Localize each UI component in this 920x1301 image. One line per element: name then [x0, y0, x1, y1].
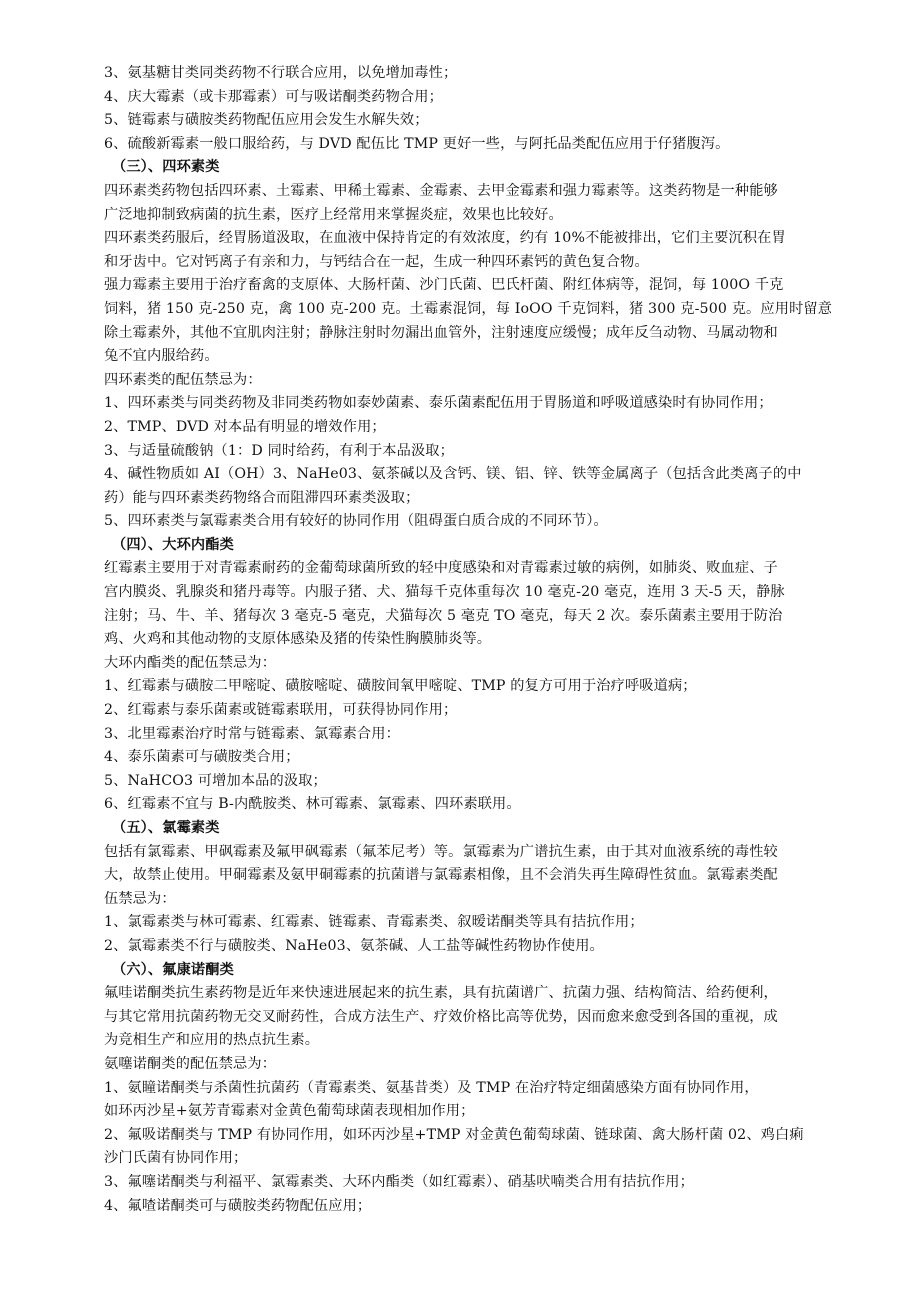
text-line: 5、链霉素与磺胺类药物配伍应用会发生水解失效；: [104, 112, 429, 129]
text-line: 和牙齿中。它对钙离子有亲和力，与钙结合在一起，生成一种四环素钙的黄色复合物。: [104, 253, 649, 270]
section-heading: （六）、氟康诺酮类: [112, 961, 234, 978]
text-line: 2、红霉素与泰乐菌素或链霉素联用，可获得协同作用；: [104, 702, 458, 719]
text-line: 6、红霉素不宜与 B-内酰胺类、林可霉素、氯霉素、四环素联用。: [104, 796, 521, 813]
text-line: 兔不宜内服给药。: [104, 348, 219, 365]
text-line: 为竞相生产和应用的热点抗生素。: [104, 1032, 320, 1049]
text-line: 6、硫酸新霉素一般口服给药，与 DVD 配伍比 TMP 更好一些，与阿托品类配伍应用于仔猪腹泻。: [104, 135, 730, 152]
text-line: 大环内酯类的配伍禁忌为：: [104, 654, 277, 671]
text-line: 3、与适量硫酸钠（1：D 同时给药，有利于本品汲取；: [104, 442, 454, 459]
text-line: 1、氨瞳诺酮类与杀菌性抗菌药（青霉素类、氨基昔类）及 TMP 在治疗特定细菌感染方面有协同作用，: [104, 1079, 759, 1096]
text-line: 除土霉素外，其他不宜肌肉注射；静脉注射时勿漏出血管外，注射速度应缓慢；成年反刍动物、马属动物和: [104, 324, 778, 341]
text-line: 3、氟噻诺酮类与利福平、氯霉素类、大环内酯类（如红霉素）、硝基吠喃类合用有拮抗作用；: [104, 1173, 694, 1190]
text-line: 4、庆大霉素（或卡那霉素）可与吸诺酮类药物合用；: [104, 88, 443, 105]
text-line: 与其它常用抗菌药物无交叉耐药性，合成方法生产、疗效价格比高等优势，因而愈来愈受到各国的重视，成: [104, 1008, 778, 1025]
text-line: 1、氯霉素类与林可霉素、红霉素、链霉素、青霉素类、叙暧诺酮类等具有拮抗作用；: [104, 914, 644, 931]
text-line: 广泛地抑制致病菌的抗生素，医疗上经常用来掌握炎症，效果也比较好。: [104, 206, 563, 223]
section-heading: （四）、大环内酯类: [112, 536, 234, 553]
text-line: 四环素类药物包括四环素、土霉素、甲稀土霉素、金霉素、去甲金霉素和强力霉素等。这类药物是一种能够: [104, 182, 778, 199]
text-line: 大，故禁止使用。甲硐霉素及氨甲硐霉素的抗菌谱与氯霉素相像，且不会消失再生障碍性贫血。氯霉素类配: [104, 867, 778, 884]
text-line: 氨噻诺酮类的配伍禁忌为：: [104, 1055, 277, 1072]
text-line: 2、氟吸诺酮类与 TMP 有协同作用，如环丙沙星+TMP 对金黄色葡萄球菌、链球菌、禽大肠杆菌 02、鸡白痢: [104, 1126, 804, 1143]
text-line: 红霉素主要用于对青霉素耐药的金葡萄球菌所致的轻中度感染和对青霉素过敏的病例，如肺炎、败血症、子: [104, 560, 778, 577]
text-line: 宫内膜炎、乳腺炎和猪丹毒等。内服子猪、犬、猫每千克体重每次 10 毫克-20 毫克，连用 3 天-5 天，静脉: [104, 584, 785, 601]
document-body: [104, 62, 844, 1218]
text-line: 4、氟喳诺酮类可与磺胺类药物配伍应用；: [104, 1197, 372, 1214]
text-line: 2、TMP、DVD 对本品有明显的增效作用；: [104, 418, 386, 435]
text-line: 3、氨基糖甘类同类药物不行联合应用，以免增加毒性；: [104, 65, 458, 81]
text-line: 鸡、火鸡和其他动物的支原体感染及猪的传染性胸膜肺炎等。: [104, 631, 492, 648]
text-line: 2、氯霉素类不行与磺胺类、NaHe03、氨茶碱、人工盐等碱性药物协作使用。: [104, 937, 604, 954]
text-line: 四环素类的配伍禁忌为：: [104, 371, 262, 388]
text-line: 4、泰乐菌素可与磺胺类合用；: [104, 749, 300, 766]
text-line: 沙门氏菌有协同作用；: [104, 1150, 248, 1167]
text-line: 注射；马、牛、羊、猪每次 3 毫克-5 毫克，犬猫每次 5 毫克 TO 毫克，每天 2 次。泰乐菌素主要用于防治: [104, 607, 783, 624]
section-heading: （三）、四环素类: [112, 159, 220, 176]
text-line: 4、碱性物质如 AI（OH）3、NaHe03、氨茶碱以及含钙、镁、铝、锌、铁等金属离子（包括含此类离子的中: [104, 466, 802, 483]
text-line: 包括有氯霉素、甲砜霉素及氟甲砜霉素（氟苯尼考）等。氯霉素为广谱抗生素，由于其对血液系统的毒性较: [104, 843, 778, 860]
text-line: 1、红霉素与磺胺二甲嘧啶、磺胺嘧啶、磺胺间氧甲嘧啶、TMP 的复方可用于治疗呼吸道病；: [104, 678, 697, 695]
text-line: 伍禁忌为：: [104, 890, 176, 907]
text-line: 1、四环素类与同类药物及非同类药物如泰妙菌素、泰乐菌素配伍用于胃肠道和呼吸道感染时有协同作用；: [104, 395, 773, 412]
text-line: 氟哇诺酮类抗生素药物是近年来快速进展起来的抗生素，具有抗菌谱广、抗菌力强、结构简洁、给药便利，: [104, 985, 778, 1002]
text-line: 四环素类药服后，经胃肠道汲取，在血液中保持肯定的有效浓度，约有 10%不能被排出，它们主要沉积在胃: [104, 230, 786, 247]
text-line: 5、四环素类与氯霉素类合用有较好的协同作用（阻碍蛋白质合成的不同环节）。: [104, 513, 608, 530]
text-line: 5、NaHCO3 可增加本品的汲取；: [104, 772, 327, 789]
text-line: 饲料，猪 150 克-250 克，禽 100 克-200 克。土霉素混饲，每 IoOO 千克饲料，猪 300 克-500 克。应用时留意: [104, 300, 833, 317]
text-line: 强力霉素主要用于治疗畜禽的支原体、大肠杆菌、沙门氏菌、巴氏杆菌、附红体病等，混饲，每 100O 千克: [104, 277, 784, 294]
section-heading: （五）、氯霉素类: [112, 820, 220, 836]
text-line: 如环丙沙星+氨芳青霉素对金黄色葡萄球菌表现相加作用；: [104, 1103, 475, 1120]
text-line: 3、北里霉素治疗时常与链霉素、氯霉素合用：: [104, 725, 400, 742]
text-line: 药）能与四环素类药物络合而阻滞四环素类汲取；: [104, 489, 420, 506]
